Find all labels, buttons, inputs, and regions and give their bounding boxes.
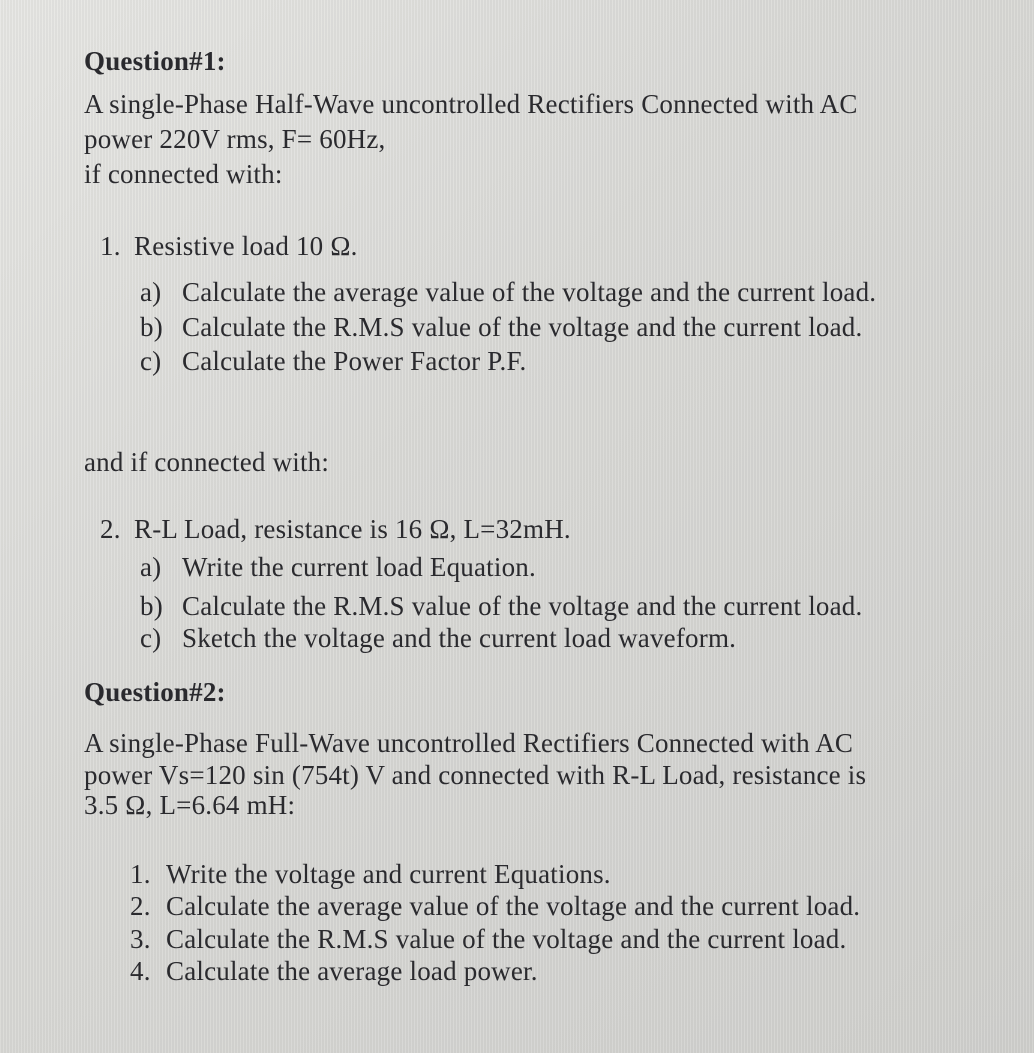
q2-item-3-number: 3. — [130, 924, 151, 954]
q1-part1-number: 1. — [100, 231, 121, 261]
q1-part1-item-b-letter: b) — [140, 312, 163, 342]
q1-title: Question#1: — [84, 46, 226, 76]
q1-part2-text: R-L Load, resistance is 16 Ω, L=32mH. — [134, 514, 571, 544]
q2-intro-line2: power Vs=120 sin (754t) V and connected with R-L Load, resistance is — [84, 760, 867, 790]
q1-part1-text: Resistive load 10 Ω. — [134, 231, 358, 261]
q2-item-3 — [130, 923, 846, 955]
q1-intro-line2: power 220V rms, F= 60Hz, — [84, 124, 386, 154]
q1-intro-line3: if connected with: — [84, 159, 283, 189]
q1-part2-item-a — [140, 551, 536, 583]
q2-title: Question#2: — [84, 677, 226, 707]
q1-part2-item-c — [140, 622, 736, 654]
q1-part2-number: 2. — [100, 514, 121, 544]
q1-part2-item-c-letter: c) — [140, 623, 162, 653]
q1-connector: and if connected with: — [84, 447, 330, 477]
q1-part2-item-c-text: Sketch the voltage and the current load waveform. — [182, 623, 737, 653]
q2-item-2 — [130, 890, 860, 922]
q1-part1-item-a-letter: a) — [140, 277, 162, 307]
q1-part1-item-b-text: Calculate the R.M.S value of the voltage and the current load. — [182, 312, 863, 342]
q1-intro-line1: A single-Phase Half-Wave uncontrolled Rectifiers Connected with AC — [84, 89, 858, 119]
q1-part1-item-c-letter: c) — [140, 346, 162, 376]
q1-part2-item-b — [140, 590, 862, 622]
q2-item-1-text: Write the voltage and current Equations. — [166, 859, 611, 889]
q2-item-3-text: Calculate the R.M.S value of the voltage and the current load. — [166, 924, 847, 954]
q2-item-4-number: 4. — [130, 956, 151, 986]
q2-item-4-text: Calculate the average load power. — [166, 956, 538, 986]
q1-part2-item-a-text: Write the current load Equation. — [182, 552, 536, 582]
q2-item-4 — [130, 955, 538, 987]
q2-item-2-number: 2. — [130, 891, 151, 921]
q1-part1-item-a — [140, 276, 876, 308]
q1-part1-item-c — [140, 345, 526, 377]
q1-part1-item-a-text: Calculate the average value of the voltage and the current load. — [182, 277, 877, 307]
q1-part2-item-a-letter: a) — [140, 552, 162, 582]
q2-item-1 — [130, 858, 611, 890]
q1-part2 — [100, 513, 571, 545]
q1-part1 — [100, 230, 358, 262]
q2-item-2-text: Calculate the average value of the voltage and the current load. — [166, 891, 861, 921]
q1-part1-item-b — [140, 311, 862, 343]
q1-part1-item-c-text: Calculate the Power Factor P.F. — [182, 346, 527, 376]
q1-part2-item-b-letter: b) — [140, 591, 163, 621]
q2-intro-line1: A single-Phase Full-Wave uncontrolled Rectifiers Connected with AC — [84, 728, 854, 758]
q2-intro-line3: 3.5 Ω, L=6.64 mH: — [84, 790, 296, 820]
q2-item-1-number: 1. — [130, 859, 151, 889]
q1-part2-item-b-text: Calculate the R.M.S value of the voltage and the current load. — [182, 591, 863, 621]
